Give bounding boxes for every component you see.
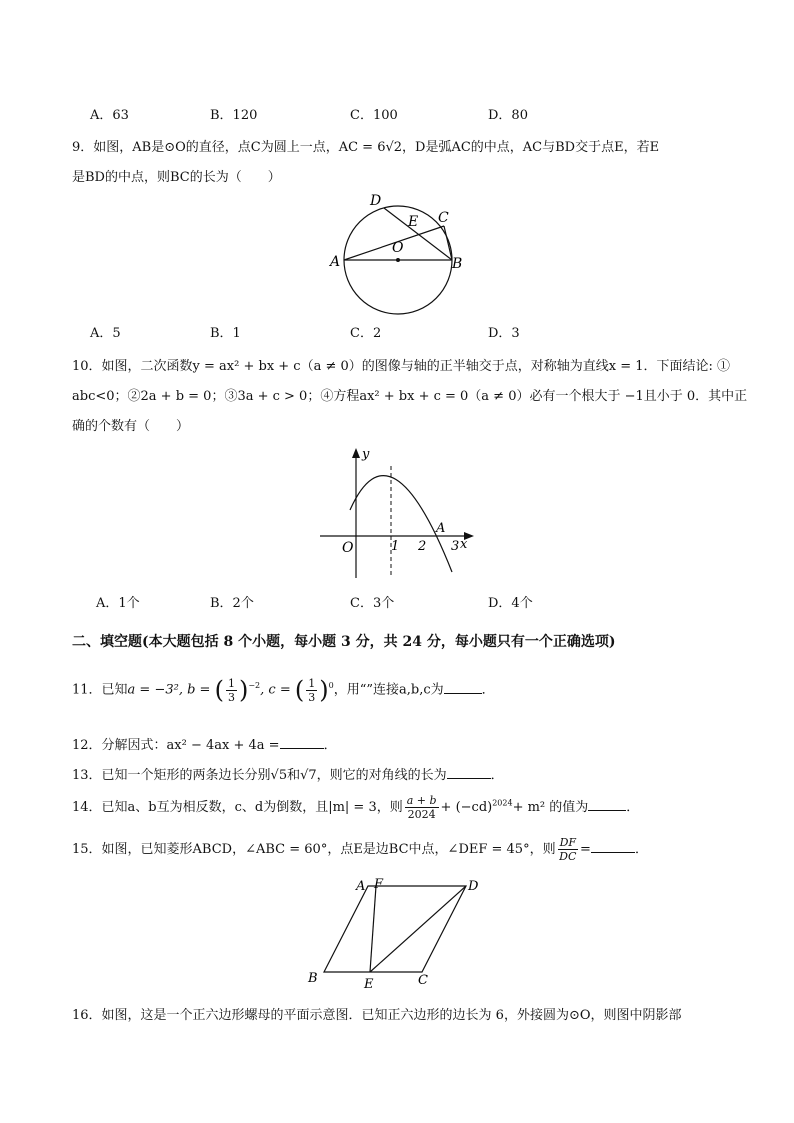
q8-option-a: A．63	[90, 108, 129, 123]
q9-option-c: C．2	[350, 326, 382, 341]
q14-exp: 2024	[492, 798, 513, 808]
q12-text: 12．分解因式：ax² − 4ax + 4a =	[72, 738, 280, 753]
q15-prefix: 15．如图，已知菱形ABCD，∠ABC = 60°，点E是边BC中点，∠DEF = 45°，则	[72, 842, 556, 857]
q11-a-part: a = −3², b =	[127, 682, 211, 698]
q14-answer-blank[interactable]	[588, 798, 626, 811]
q10-label-2: 2	[418, 539, 427, 554]
q9-label-a: A	[330, 254, 341, 270]
q9-label-e: E	[408, 214, 419, 230]
q11-prefix: 11．已知	[72, 682, 128, 698]
q13-answer-blank[interactable]	[447, 766, 491, 779]
q15-line: 15．如图，已知菱形ABCD，∠ABC = 60°，点E是边BC中点，∠DEF = 45°，则 $\frac{DF}{DC}$ = ．	[72, 836, 648, 863]
q15-label-e: E	[364, 977, 374, 992]
q15-rhombus-figure	[300, 874, 500, 994]
q11-fraction-c: $\frac{1}{3}$	[308, 676, 316, 704]
q16-line: 16．如图，这是一个正六边形螺母的平面示意图．已知正六边形的边长为 6，外接圆为⊙O，则图中阴影部	[72, 1008, 682, 1023]
q15-suffix: =	[580, 842, 591, 857]
q8-option-c: C．100	[350, 108, 398, 123]
q10-label-1: 1	[391, 539, 400, 554]
q8-option-b: B．120	[210, 108, 258, 123]
q10-parabola-figure	[318, 444, 478, 584]
q9-center-dot	[396, 258, 400, 262]
q9-label-o: O	[392, 240, 404, 256]
q14-prefix: 14．已知a、b互为相反数，c、d为倒数，且|m| = 3，则	[72, 800, 403, 815]
q11-answer-blank[interactable]	[444, 681, 482, 694]
q12-answer-blank[interactable]	[280, 736, 324, 749]
q11-c-part: , c =	[260, 682, 291, 698]
q9-stem-line2: 是BD的中点，则BC的长为（ ）	[72, 170, 281, 185]
q9-stem-line1: 9．如图，AB是⊙O的直径，点C为圆上一点，AC = 6√2，D是弧AC的中点，AC与BD交于点E，若E	[72, 140, 660, 155]
q15-fraction: $\frac{DF}{DC}$	[559, 836, 577, 863]
q10-option-b: B．2个	[210, 596, 254, 611]
q10-label-3: 3	[451, 539, 460, 554]
q15-label-d: D	[468, 879, 479, 894]
q11-exp-c: 0	[328, 681, 334, 691]
q10-option-d: D．4个	[488, 596, 533, 611]
q10-stem-line3: 确的个数有（ ）	[72, 419, 190, 434]
q10-label-y: y	[362, 447, 370, 462]
q9-option-a: A．5	[90, 326, 121, 341]
q13-text: 13．已知一个矩形的两条边长分别√5和√7，则它的对角线的长为	[72, 768, 447, 783]
q14-fraction: $\frac{a + b}{2024}$	[406, 794, 437, 821]
q9-option-d: D．3	[488, 326, 520, 341]
q9-label-b: B	[452, 256, 463, 272]
q14-suffix: + m² 的值为	[512, 800, 589, 815]
q15-segment-ef	[370, 886, 376, 972]
q15-rhombus	[324, 886, 466, 972]
q15-label-f: F	[374, 877, 384, 892]
q10-option-a: A．1个	[96, 596, 140, 611]
q15-label-c: C	[418, 973, 428, 988]
q9-option-b: B．1	[210, 326, 241, 341]
q11-line: 11．已知a = −3², b = ( $\frac{1}{3}$ )$^{-2}$, c = ( $\frac{1}{3}$ )$^0$，用“”连接a,b,c为 ．	[72, 676, 495, 704]
q10-label-x: x	[460, 537, 468, 552]
q10-stem-line1: 10．如图，二次函数y = ax² + bx + c（a ≠ 0）的图像与轴的正半轴交于点，对称轴为直线x = 1．下面结论: ①	[72, 359, 731, 374]
q11-fraction-b: $\frac{1}{3}$	[227, 676, 235, 704]
q15-label-a: A	[356, 879, 366, 894]
q11-suffix: ，用“”连接a,b,c为	[333, 682, 444, 698]
q11-exp-b: −2	[248, 681, 261, 691]
q14-mid: + (−cd)	[440, 800, 493, 815]
q10-y-arrow	[352, 448, 360, 458]
q15-segment-ed	[370, 886, 466, 972]
q10-stem-line2: abc<0；②2a + b = 0；③3a + c > 0；④方程ax² + bx + c = 0（a ≠ 0）必有一个根大于 −1且小于 0．其中正	[72, 389, 748, 404]
q9-label-d: D	[370, 193, 382, 209]
q9-label-c: C	[438, 210, 449, 226]
q15-answer-blank[interactable]	[591, 840, 635, 853]
q10-option-c: C．3个	[350, 596, 395, 611]
q10-label-o: O	[342, 540, 354, 556]
q15-label-b: B	[308, 971, 318, 986]
q8-option-d: D．80	[488, 108, 528, 123]
q12-line: 12．分解因式：ax² − 4ax + 4a = ．	[72, 738, 337, 753]
section-2-heading: 二、填空题(本大题包括 8 个小题，每小题 3 分，共 24 分，每小题只有一个正确选项)	[72, 634, 616, 650]
q13-line: 13．已知一个矩形的两条边长分别√5和√7，则它的对角线的长为 ．	[72, 768, 504, 783]
q10-label-a: A	[436, 521, 446, 536]
q14-line: 14．已知a、b互为相反数，c、d为倒数，且|m| = 3，则 $\frac{a + b}{2024}$ + $(-cd)^{2024}+ m^2$ 的值为 ．	[72, 794, 640, 821]
q9-circle-figure	[320, 188, 480, 318]
